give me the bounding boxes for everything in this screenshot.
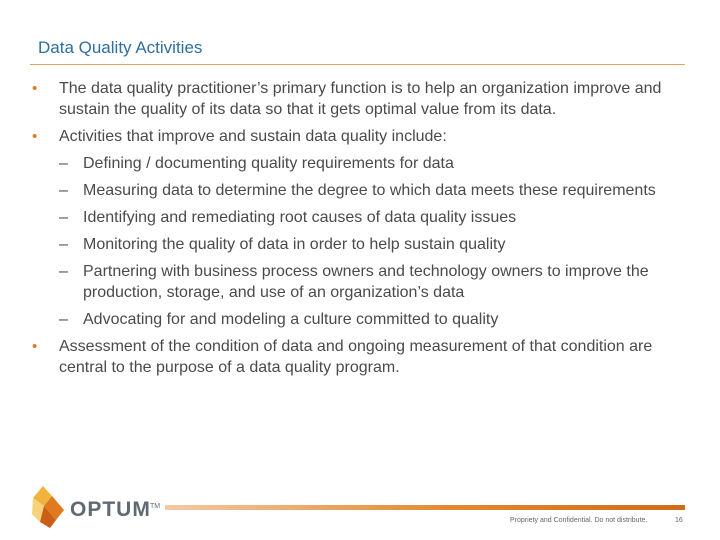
bullet-text: Assessment of the condition of data and ongoing measurement of that condition are central to the purpose of a data quality program. bbox=[59, 338, 653, 376]
bullet-item bbox=[32, 336, 697, 378]
sub-bullet-marker: – bbox=[59, 311, 68, 328]
sub-bullet-text: Advocating for and modeling a culture committed to quality bbox=[83, 311, 499, 328]
title-divider bbox=[30, 64, 685, 65]
bullet-item bbox=[32, 78, 697, 120]
sub-bullet-item bbox=[32, 180, 697, 201]
sub-bullet-item bbox=[32, 261, 697, 303]
confidentiality-notice: Propriety and Confidential. Do not distribute. bbox=[510, 517, 648, 524]
bullet-text: Activities that improve and sustain data quality include: bbox=[59, 128, 447, 145]
bullet-list bbox=[32, 78, 697, 384]
bullet-marker: • bbox=[32, 80, 38, 97]
bullet-marker: • bbox=[32, 338, 38, 355]
slide-title: Data Quality Activities bbox=[38, 38, 203, 57]
sub-bullet-item bbox=[32, 309, 697, 330]
page-number: 16 bbox=[675, 517, 683, 524]
brand-name: OPTUM bbox=[70, 498, 151, 521]
bullet-item bbox=[32, 126, 697, 147]
brand-trademark: TM bbox=[150, 503, 161, 510]
sub-bullet-marker: – bbox=[59, 236, 68, 253]
sub-bullet-text: Defining / documenting quality requirements for data bbox=[83, 155, 454, 172]
sub-bullet-item bbox=[32, 207, 697, 228]
sub-bullet-text: Partnering with business process owners and technology owners to improve the production, storage, and use of an organization’s data bbox=[83, 263, 649, 301]
sub-bullet-text: Identifying and remediating root causes of data quality issues bbox=[83, 209, 517, 226]
bullet-text: The data quality practitioner’s primary function is to help an organization improve and sustain the quality of its data so that it gets optimal value from its data. bbox=[59, 80, 662, 118]
sub-bullet-item bbox=[32, 234, 697, 255]
sub-bullet-text: Measuring data to determine the degree to which data meets these requirements bbox=[83, 182, 656, 199]
bullet-marker: • bbox=[32, 128, 38, 145]
sub-bullet-marker: – bbox=[59, 155, 68, 172]
footer-divider bbox=[165, 505, 685, 510]
sub-bullet-marker: – bbox=[59, 182, 68, 199]
sub-bullet-marker: – bbox=[59, 209, 68, 226]
sub-bullet-marker: – bbox=[59, 263, 68, 280]
sub-bullet-item bbox=[32, 153, 697, 174]
sub-bullet-text: Monitoring the quality of data in order to help sustain quality bbox=[83, 236, 506, 253]
